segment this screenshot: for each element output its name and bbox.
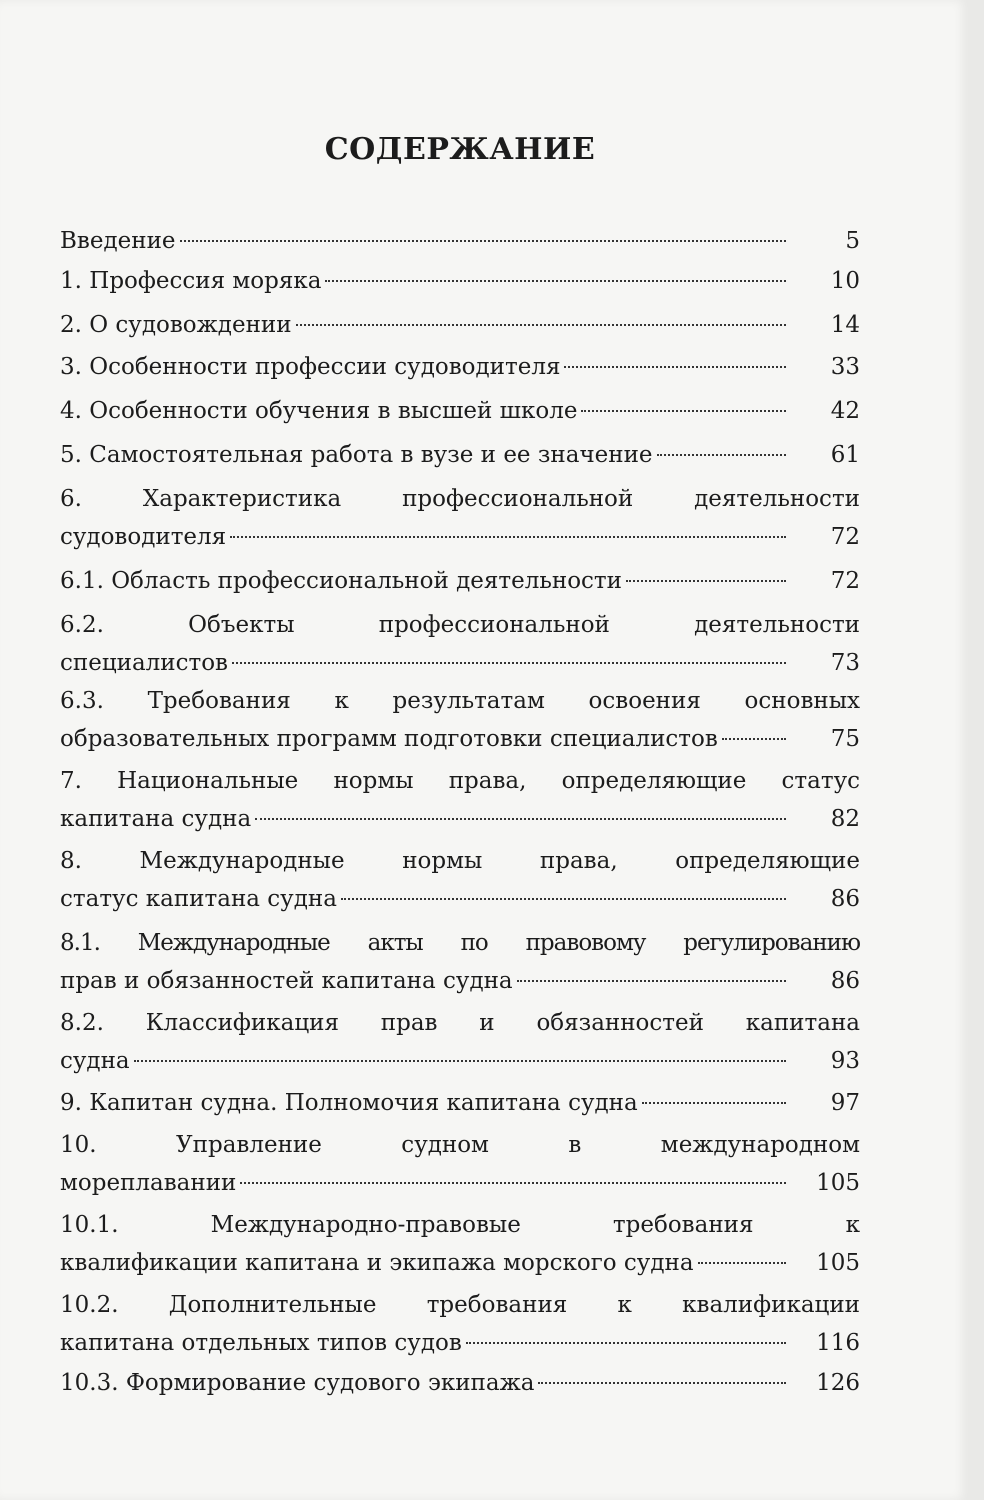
toc-entry-title: 8.1. Международные акты по правовому регулированию bbox=[60, 930, 860, 956]
toc-entry bbox=[60, 1206, 860, 1282]
toc-entry bbox=[60, 562, 860, 600]
toc-page-number: 5 bbox=[845, 228, 860, 254]
dot-leader bbox=[698, 1262, 786, 1264]
toc-entry bbox=[60, 436, 860, 474]
toc-page-number: 61 bbox=[830, 442, 860, 468]
toc-entry-title-cont: статус капитана судна bbox=[60, 886, 337, 912]
toc-entry-title-cont: мореплавании bbox=[60, 1170, 237, 1196]
toc-entry bbox=[60, 606, 860, 682]
toc-entry bbox=[60, 392, 860, 430]
toc-entry bbox=[60, 480, 860, 556]
dot-leader bbox=[255, 818, 786, 820]
page-title: СОДЕРЖАНИЕ bbox=[324, 132, 596, 167]
toc-entry-title: 2. О судовождении bbox=[60, 312, 292, 338]
toc-entry-title: 8.2. Классификация прав и обязанностей капитана bbox=[60, 1010, 860, 1036]
toc-entry-title-cont: судоводителя bbox=[60, 524, 227, 550]
dot-leader bbox=[180, 240, 786, 242]
toc-page-number: 82 bbox=[830, 806, 860, 832]
toc-page-number: 75 bbox=[830, 726, 860, 752]
toc-entry-title: Введение bbox=[60, 228, 176, 254]
dot-leader bbox=[230, 536, 786, 538]
toc-entry-title: 6. Характеристика профессиональной деятельности bbox=[60, 486, 860, 512]
toc-entry bbox=[60, 306, 860, 344]
dot-leader bbox=[232, 662, 786, 664]
toc-page-number: 72 bbox=[830, 568, 860, 594]
toc-entry bbox=[60, 1004, 860, 1080]
dot-leader bbox=[134, 1060, 786, 1062]
dot-leader bbox=[240, 1182, 786, 1184]
dot-leader bbox=[626, 580, 786, 582]
toc-page-number: 97 bbox=[830, 1090, 860, 1116]
dot-leader bbox=[517, 980, 786, 982]
toc-page-number: 14 bbox=[830, 312, 860, 338]
toc-entry bbox=[60, 762, 860, 838]
toc-entry-title: 6.1. Область профессиональной деятельности bbox=[60, 568, 622, 594]
dot-leader bbox=[642, 1102, 786, 1104]
toc-entry-title: 10.1. Международно-правовые требования к bbox=[60, 1212, 860, 1238]
dot-leader bbox=[564, 366, 786, 368]
toc-entry bbox=[60, 348, 860, 386]
toc-entry bbox=[60, 262, 860, 300]
toc-entry-title: 7. Национальные нормы права, определяющие статус bbox=[60, 768, 860, 794]
toc-page-number: 42 bbox=[830, 398, 860, 424]
toc-entry-title: 6.2. Объекты профессиональной деятельности bbox=[60, 612, 860, 638]
toc-entry-title: 10.2. Дополнительные требования к квалификации bbox=[60, 1292, 860, 1318]
dot-leader bbox=[325, 280, 786, 282]
toc-entry bbox=[60, 924, 860, 1000]
toc-entry-title: 4. Особенности обучения в высшей школе bbox=[60, 398, 578, 424]
dot-leader bbox=[466, 1342, 786, 1344]
toc-entry-title: 9. Капитан судна. Полномочия капитана судна bbox=[60, 1090, 638, 1116]
dot-leader bbox=[341, 898, 786, 900]
toc-entry-title: 5. Самостоятельная работа в вузе и ее значение bbox=[60, 442, 653, 468]
dot-leader bbox=[657, 454, 786, 456]
dot-leader bbox=[581, 410, 786, 412]
toc-entry-title-cont: капитана судна bbox=[60, 806, 252, 832]
toc-entry-title: 10. Управление судном в международном bbox=[60, 1132, 860, 1158]
toc-page-number: 73 bbox=[830, 650, 860, 676]
toc-entry bbox=[60, 842, 860, 918]
toc-page-number: 10 bbox=[830, 268, 860, 294]
dot-leader bbox=[296, 324, 786, 326]
toc-entry-title: 3. Особенности профессии судоводителя bbox=[60, 354, 561, 380]
toc-page-number: 86 bbox=[830, 886, 860, 912]
toc-page-number: 33 bbox=[830, 354, 860, 380]
toc-entry-title: 1. Профессия моряка bbox=[60, 268, 322, 294]
toc-entry bbox=[60, 682, 860, 758]
toc-page-number: 126 bbox=[816, 1370, 860, 1396]
toc-entry-title: 10.3. Формирование судового экипажа bbox=[60, 1370, 535, 1396]
toc-page-number: 116 bbox=[816, 1330, 860, 1356]
toc-page-number: 93 bbox=[830, 1048, 860, 1074]
toc-entry bbox=[60, 1126, 860, 1202]
toc-entry-title-cont: квалификации капитана и экипажа морского судна bbox=[60, 1250, 694, 1276]
toc-entry-title: 6.3. Требования к результатам освоения основных bbox=[60, 688, 860, 714]
toc-page-number: 72 bbox=[830, 524, 860, 550]
toc-entry-title-cont: судна bbox=[60, 1048, 130, 1074]
toc-entry bbox=[60, 1286, 860, 1362]
toc-page-number: 86 bbox=[830, 968, 860, 994]
toc-entry-title-cont: капитана отдельных типов судов bbox=[60, 1330, 462, 1356]
toc-entry-title-cont: прав и обязанностей капитана судна bbox=[60, 968, 513, 994]
toc-entry bbox=[60, 1364, 860, 1402]
toc-entry bbox=[60, 1084, 860, 1122]
toc-entry bbox=[60, 222, 860, 260]
toc-page-number: 105 bbox=[816, 1170, 860, 1196]
toc-entry-title: 8. Международные нормы права, определяющие bbox=[60, 848, 860, 874]
dot-leader bbox=[538, 1382, 786, 1384]
toc-entry-title-cont: специалистов bbox=[60, 650, 228, 676]
toc-page-number: 105 bbox=[816, 1250, 860, 1276]
toc-entry-title-cont: образовательных программ подготовки специалистов bbox=[60, 726, 718, 752]
dot-leader bbox=[722, 738, 786, 740]
